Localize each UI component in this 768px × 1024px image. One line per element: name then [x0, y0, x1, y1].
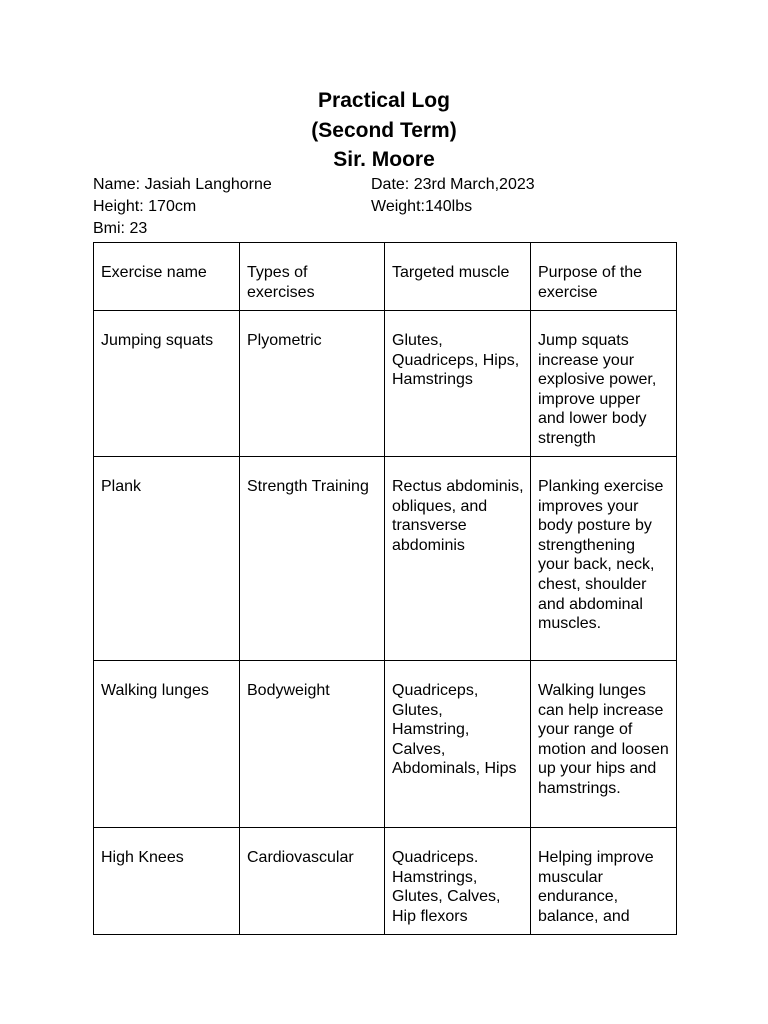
table-header-row	[94, 243, 677, 311]
cell-targeted-muscle: Rectus abdominis, obliques, and transverse abdominis	[385, 457, 531, 661]
table-row	[94, 661, 677, 828]
cell-exercise-name: High Knees	[94, 828, 240, 935]
cell-purpose: Jump squats increase your explosive power, improve upper and lower body strength	[531, 311, 677, 457]
cell-exercise-type: Cardiovascular	[240, 828, 385, 935]
header-exercise-name: Exercise name	[94, 243, 240, 311]
student-weight: Weight:140lbs	[371, 198, 473, 215]
cell-exercise-type: Strength Training	[240, 457, 385, 661]
title-line-2: (Second Term)	[311, 118, 457, 142]
cell-exercise-name: Walking lunges	[94, 661, 240, 828]
header-purpose: Purpose of the exercise	[531, 243, 677, 311]
cell-exercise-type: Bodyweight	[240, 661, 385, 828]
table-row	[94, 457, 677, 661]
student-height: Height: 170cm	[93, 198, 197, 215]
student-bmi: Bmi: 23	[93, 220, 148, 237]
title-line-1: Practical Log	[318, 89, 450, 112]
cell-exercise-name: Plank	[94, 457, 240, 661]
table-row	[94, 311, 677, 457]
header-exercise-type: Types of exercises	[240, 243, 385, 311]
cell-exercise-type: Plyometric	[240, 311, 385, 457]
cell-purpose: Planking exercise improves your body posture by strengthening your back, neck, chest, shoulder and abdominal muscles.	[531, 457, 677, 661]
cell-targeted-muscle: Quadriceps, Glutes, Hamstring, Calves, Abdominals, Hips	[385, 661, 531, 828]
cell-purpose: Helping improve muscular endurance, balance, and	[531, 828, 677, 935]
table-row	[94, 828, 677, 935]
cell-targeted-muscle: Quadriceps. Hamstrings, Glutes, Calves, Hip flexors	[385, 828, 531, 935]
cell-targeted-muscle: Glutes, Quadriceps, Hips, Hamstrings	[385, 311, 531, 457]
exercise-table	[93, 242, 677, 935]
header-targeted-muscle: Targeted muscle	[385, 243, 531, 311]
title-line-3: Sir. Moore	[333, 148, 435, 171]
document-title	[0, 86, 768, 175]
student-name: Name: Jasiah Langhorne	[93, 176, 272, 193]
cell-purpose: Walking lunges can help increase your range of motion and loosen up your hips and hamstrings.	[531, 661, 677, 828]
log-date: Date: 23rd March,2023	[371, 176, 535, 193]
cell-exercise-name: Jumping squats	[94, 311, 240, 457]
